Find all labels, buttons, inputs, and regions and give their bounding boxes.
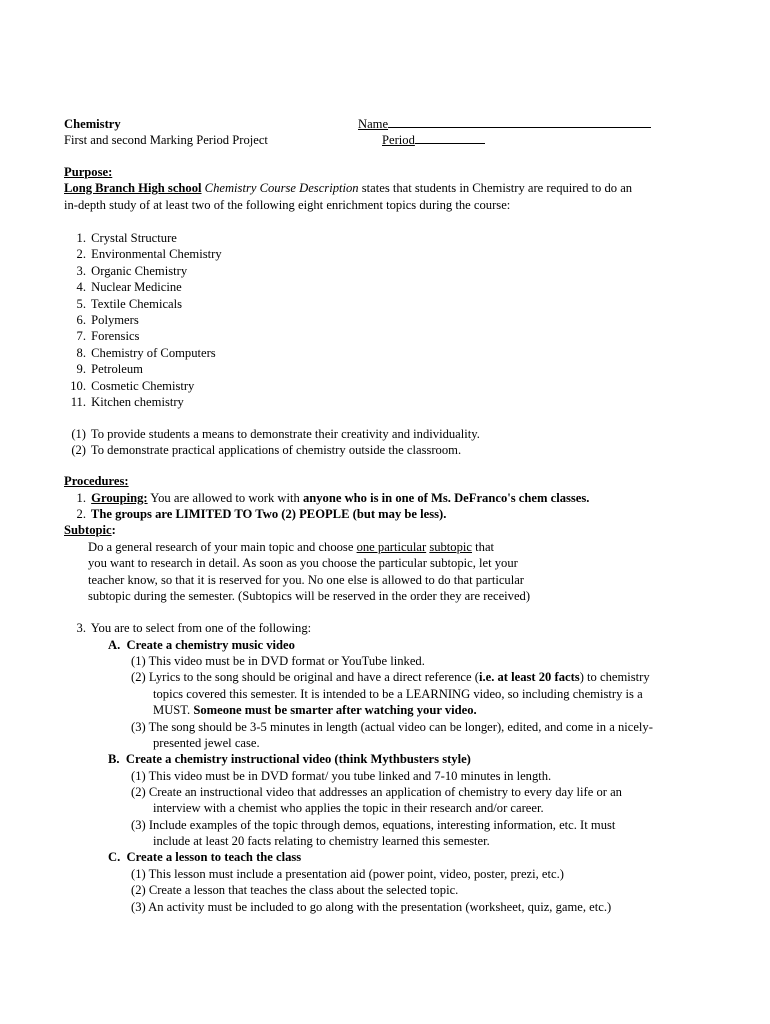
purpose-line-1: [64, 180, 632, 196]
option-c-line: (2) Create a lesson that teaches the class about the selected topic.: [131, 883, 459, 897]
goal-item: (2) To demonstrate practical applications of chemistry outside the classroom.: [71, 443, 462, 458]
subtopic-heading: Subtopic:: [64, 523, 116, 537]
option-c-line: (1) This lesson must include a presentation aid (power point, video, poster, prezi, etc.): [131, 867, 564, 881]
option-a-title: A. Create a chemistry music video: [108, 638, 295, 652]
grouping-label: Grouping:: [91, 491, 148, 505]
topic-item: 10. Cosmetic Chemistry: [70, 378, 195, 393]
topic-item: 11. Kitchen chemistry: [70, 395, 184, 410]
topic-item: 6. Polymers: [76, 313, 139, 328]
subtopic-line: you want to research in detail. As soon as you choose the particular subtopic, let your: [88, 556, 518, 571]
topic-item: 5. Textile Chemicals: [76, 296, 183, 311]
option-c-line: (3) An activity must be included to go along with the presentation (worksheet, quiz, game, etc.): [131, 900, 612, 914]
period-label: Period: [382, 133, 415, 147]
topic-list: [64, 230, 222, 410]
option-b-line: include at least 20 facts relating to chemistry learned this semester.: [153, 834, 490, 848]
topic-item: 9. Petroleum: [76, 362, 143, 377]
purpose-text-1: states that students in Chemistry are required to do an: [358, 181, 633, 195]
topic-item: 3. Organic Chemistry: [76, 263, 188, 278]
option-a-line: (3) The song should be 3-5 minutes in length (actual video can be longer), edited, and come in a nicely-: [131, 720, 653, 734]
period-blank[interactable]: [415, 132, 485, 144]
topic-item: 7. Forensics: [76, 329, 140, 344]
option-a-line: topics covered this semester. It is intended to be a LEARNING video, so including chemistry is a: [153, 687, 643, 701]
subtopic-line: Do a general research of your main topic and choose one particular subtopic that: [88, 540, 495, 554]
option-b-title: B. Create a chemistry instructional video (think Mythbusters style): [108, 752, 471, 766]
option-a-line: presented jewel case.: [153, 736, 260, 750]
option-b-line: (3) Include examples of the topic through demos, equations, interesting information, etc. It must: [131, 818, 616, 832]
purpose-line-2: in-depth study of at least two of the following eight enrichment topics during the course:: [64, 198, 511, 212]
name-blank[interactable]: [388, 116, 651, 128]
option-c-title: C. Create a lesson to teach the class: [108, 850, 302, 864]
option-a-line: (2) Lyrics to the song should be original and have a direct reference (i.e. at least 20 facts) to chemistry: [131, 670, 650, 684]
subtopic-line: subtopic during the semester. (Subtopics will be reserved in the order they are received): [88, 589, 531, 604]
topic-item: 4. Nuclear Medicine: [76, 280, 182, 295]
topic-item: 2. Environmental Chemistry: [76, 247, 222, 262]
topic-item: 1. Crystal Structure: [76, 231, 177, 245]
period-field[interactable]: [382, 132, 485, 148]
option-a-line: MUST. Someone must be smarter after watching your video.: [153, 703, 477, 717]
course-description-title: Chemistry Course Description: [204, 181, 359, 195]
procedures-heading: Procedures:: [64, 474, 129, 488]
name-field[interactable]: [358, 116, 651, 132]
option-b-line: interview with a chemist who applies the topic in their research and/or career.: [153, 801, 544, 815]
topic-item: 8. Chemistry of Computers: [76, 345, 216, 360]
subtopic-text: [88, 539, 530, 605]
school-name: Long Branch High school: [64, 181, 202, 195]
project-title: First and second Marking Period Project: [64, 133, 268, 147]
subtopic-line: teacher know, so that it is reserved for you. No one else is allowed to do that particular: [88, 572, 524, 587]
name-label: Name: [358, 117, 389, 131]
goal-list: [64, 426, 480, 459]
option-b-line: (1) This video must be in DVD format/ you tube linked and 7-10 minutes in length.: [131, 769, 552, 783]
procedure-item-select: 3. You are to select from one of the following:: [76, 621, 312, 635]
goal-item: (1) To provide students a means to demonstrate their creativity and individuality.: [71, 427, 480, 441]
procedure-item-grouping: 1. Grouping: You are allowed to work with anyone who is in one of Ms. DeFranco's chem classes.: [76, 491, 590, 505]
option-a-line: (1) This video must be in DVD format or YouTube linked.: [131, 654, 425, 668]
procedure-item-group-limit: 2. The groups are LIMITED TO Two (2) PEOPLE (but may be less).: [76, 507, 447, 521]
option-b-line: (2) Create an instructional video that addresses an application of chemistry to every day life or an: [131, 785, 622, 799]
course-title: Chemistry: [64, 117, 121, 131]
purpose-heading: Purpose:: [64, 165, 113, 179]
